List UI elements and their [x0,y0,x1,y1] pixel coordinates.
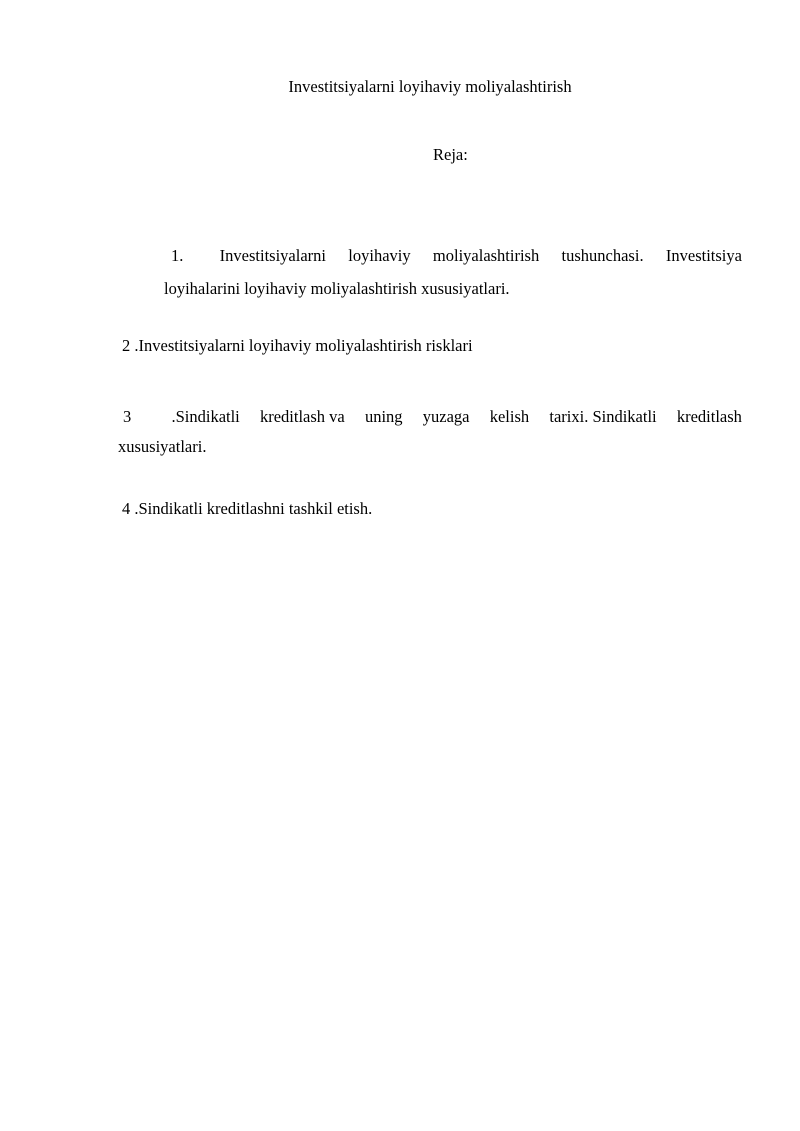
plan-item-3-number: 3 [123,407,132,426]
plan-item-3-word: kelish [489,407,530,426]
plan-item-1-word: tushunchasi. [561,246,644,265]
plan-item-3-word: kreditlash [676,407,742,426]
plan-item-3-line-2: xususiyatlari. [118,437,207,456]
plan-item-1-word: Investitsiya [665,246,742,265]
plan-item-2: 2 .Investitsiyalarni loyihaviy moliyalashtirish risklari [122,336,473,355]
plan-item-4: 4 .Sindikatli kreditlashni tashkil etish. [122,499,373,518]
plan-item-1-word: loyihaviy [348,246,411,265]
plan-item-3-word: kreditlash va [259,407,345,426]
plan-item-1 [164,239,742,305]
plan-item-1-line-1 [164,239,742,272]
plan-item-1-line-2: loyihalarini loyihaviy moliyalashtirish xususiyatlari. [164,279,510,298]
plan-item-1-word: moliyalashtirish [432,246,540,265]
plan-item-3-word: yuzaga [422,407,470,426]
plan-item-3-word: .Sindikatli [171,407,240,426]
plan-item-3-line-1 [118,402,742,432]
plan-heading: Reja: [433,145,468,164]
plan-item-3-word: uning [364,407,403,426]
plan-item-3 [118,402,742,462]
plan-item-1-word: Investitsiyalarni [219,246,326,265]
plan-item-3-word: tarixi. Sindikatli [549,407,657,426]
plan-item-1-number: 1. [171,246,184,265]
document-title: Investitsiyalarni loyihaviy moliyalashtirish [288,77,572,96]
